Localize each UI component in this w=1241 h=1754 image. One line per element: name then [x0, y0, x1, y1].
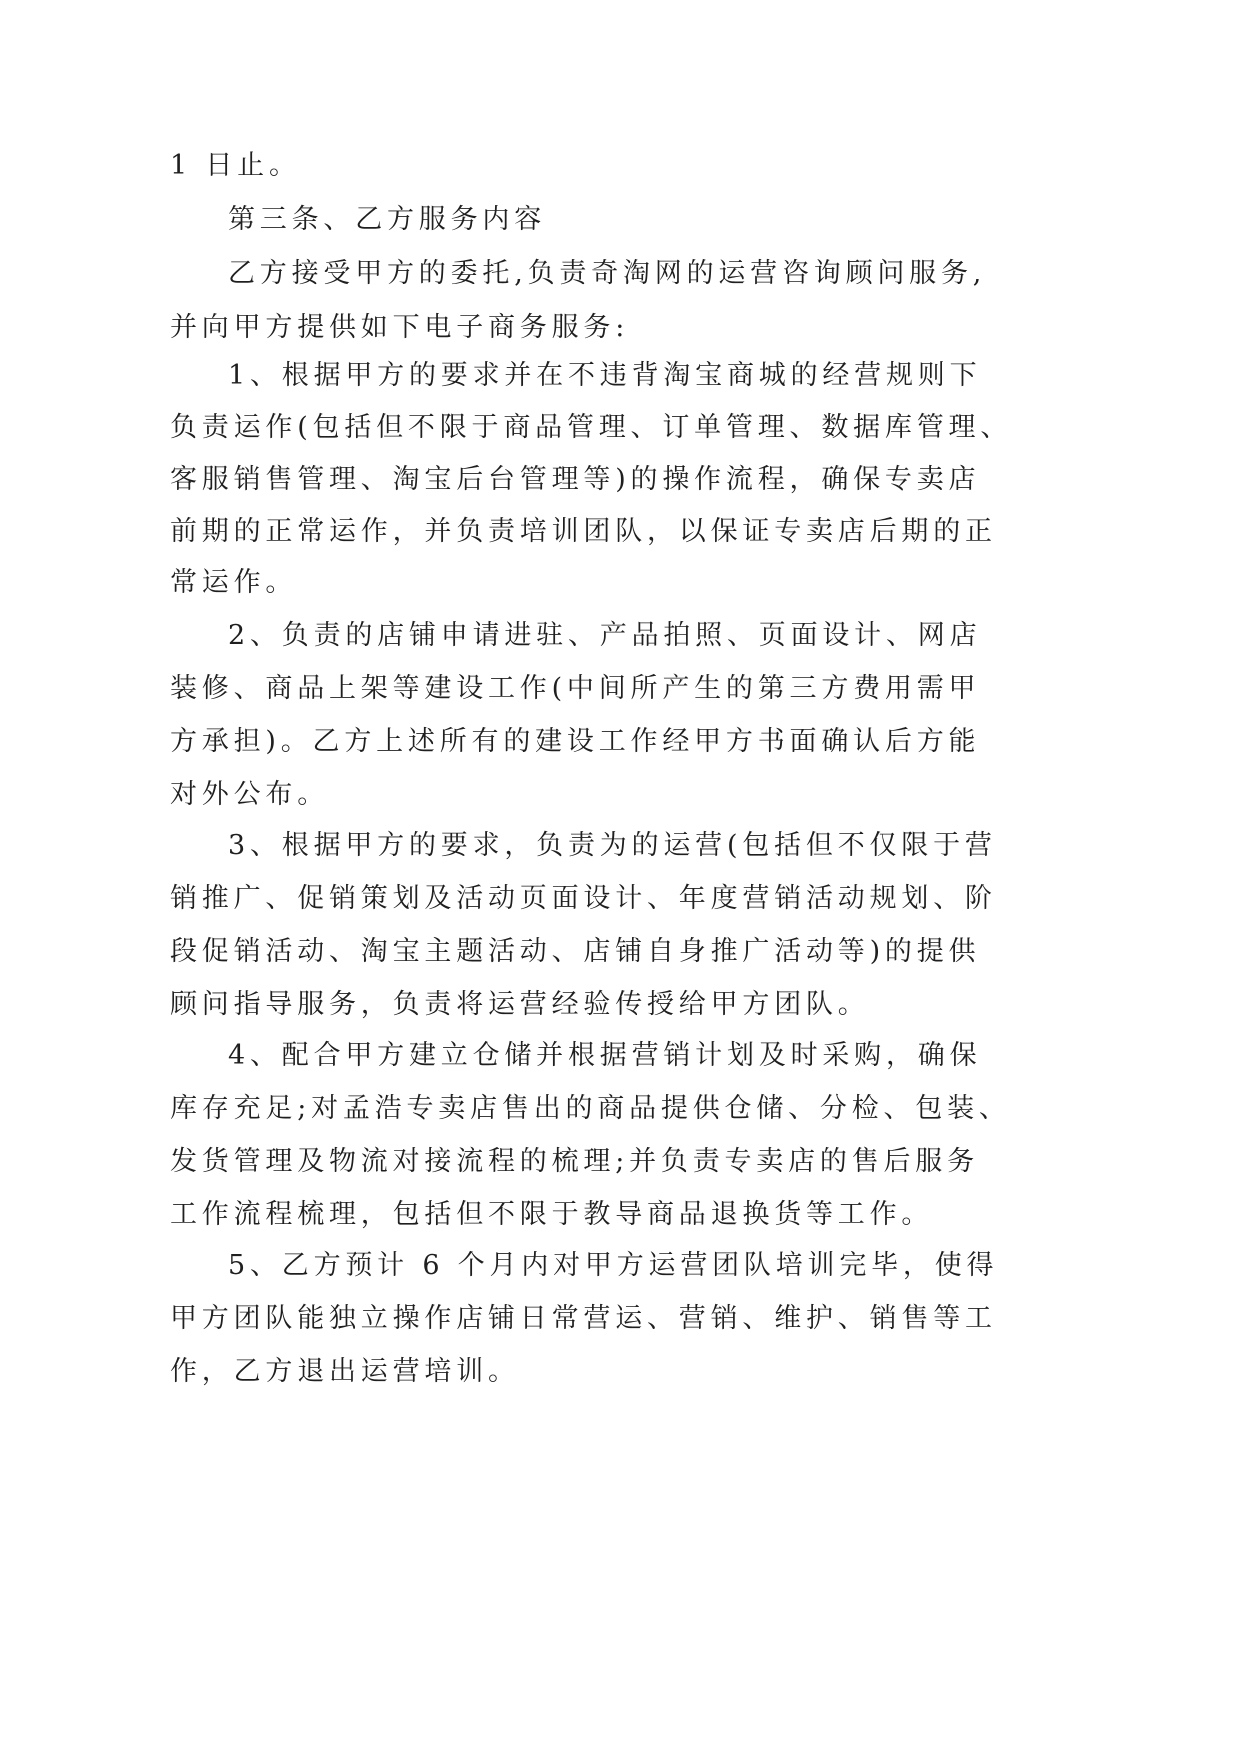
item-3-line: 段促销活动、淘宝主题活动、店铺自身推广活动等)的提供 [170, 936, 981, 967]
item-4-line: 发货管理及物流对接流程的梳理;并负责专卖店的售后服务 [170, 1146, 979, 1177]
text-line: 乙方接受甲方的委托,负责奇淘网的运营咨询顾问服务, [228, 258, 987, 289]
item-3-line: 销推广、促销策划及活动页面设计、年度营销活动规划、阶 [170, 883, 997, 914]
item-5-line: 作，乙方退出运营培训。 [170, 1356, 520, 1387]
item-2-line: 2、负责的店铺申请进驻、产品拍照、页面设计、网店 [228, 620, 982, 651]
item-2-line: 对外公布。 [170, 779, 329, 810]
item-1-line: 常运作。 [170, 567, 298, 598]
item-2-line: 装修、商品上架等建设工作(中间所产生的第三方费用需甲 [170, 673, 981, 704]
text-line-date-end: 1 日止。 [170, 150, 301, 181]
text-line: 并向甲方提供如下电子商务服务: [170, 312, 630, 343]
item-5-line: 5、乙方预计 6 个月内对甲方运营团队培训完毕，使得 [228, 1250, 999, 1281]
item-4-line: 4、配合甲方建立仓储并根据营销计划及时采购，确保 [228, 1040, 982, 1071]
section-heading: 第三条、乙方服务内容 [228, 204, 546, 235]
item-2-line: 方承担)。乙方上述所有的建设工作经甲方书面确认后方能 [170, 726, 981, 757]
item-3-line: 顾问指导服务，负责将运营经验传授给甲方团队。 [170, 989, 870, 1020]
item-1-line: 客服销售管理、淘宝后台管理等)的操作流程，确保专卖店 [170, 464, 981, 495]
item-1-line: 负责运作(包括但不限于商品管理、订单管理、数据库管理、 [170, 412, 1013, 443]
item-5-line: 甲方团队能独立操作店铺日常营运、营销、维护、销售等工 [170, 1303, 997, 1334]
item-4-line: 工作流程梳理，包括但不限于教导商品退换货等工作。 [170, 1199, 934, 1230]
item-4-line: 库存充足;对孟浩专卖店售出的商品提供仓储、分检、包装、 [170, 1093, 1011, 1124]
item-1-line: 前期的正常运作，并负责培训团队，以保证专卖店后期的正 [170, 516, 997, 547]
item-1-line: 1、根据甲方的要求并在不违背淘宝商城的经营规则下 [228, 360, 982, 391]
item-3-line: 3、根据甲方的要求，负责为的运营(包括但不仅限于营 [228, 830, 997, 861]
